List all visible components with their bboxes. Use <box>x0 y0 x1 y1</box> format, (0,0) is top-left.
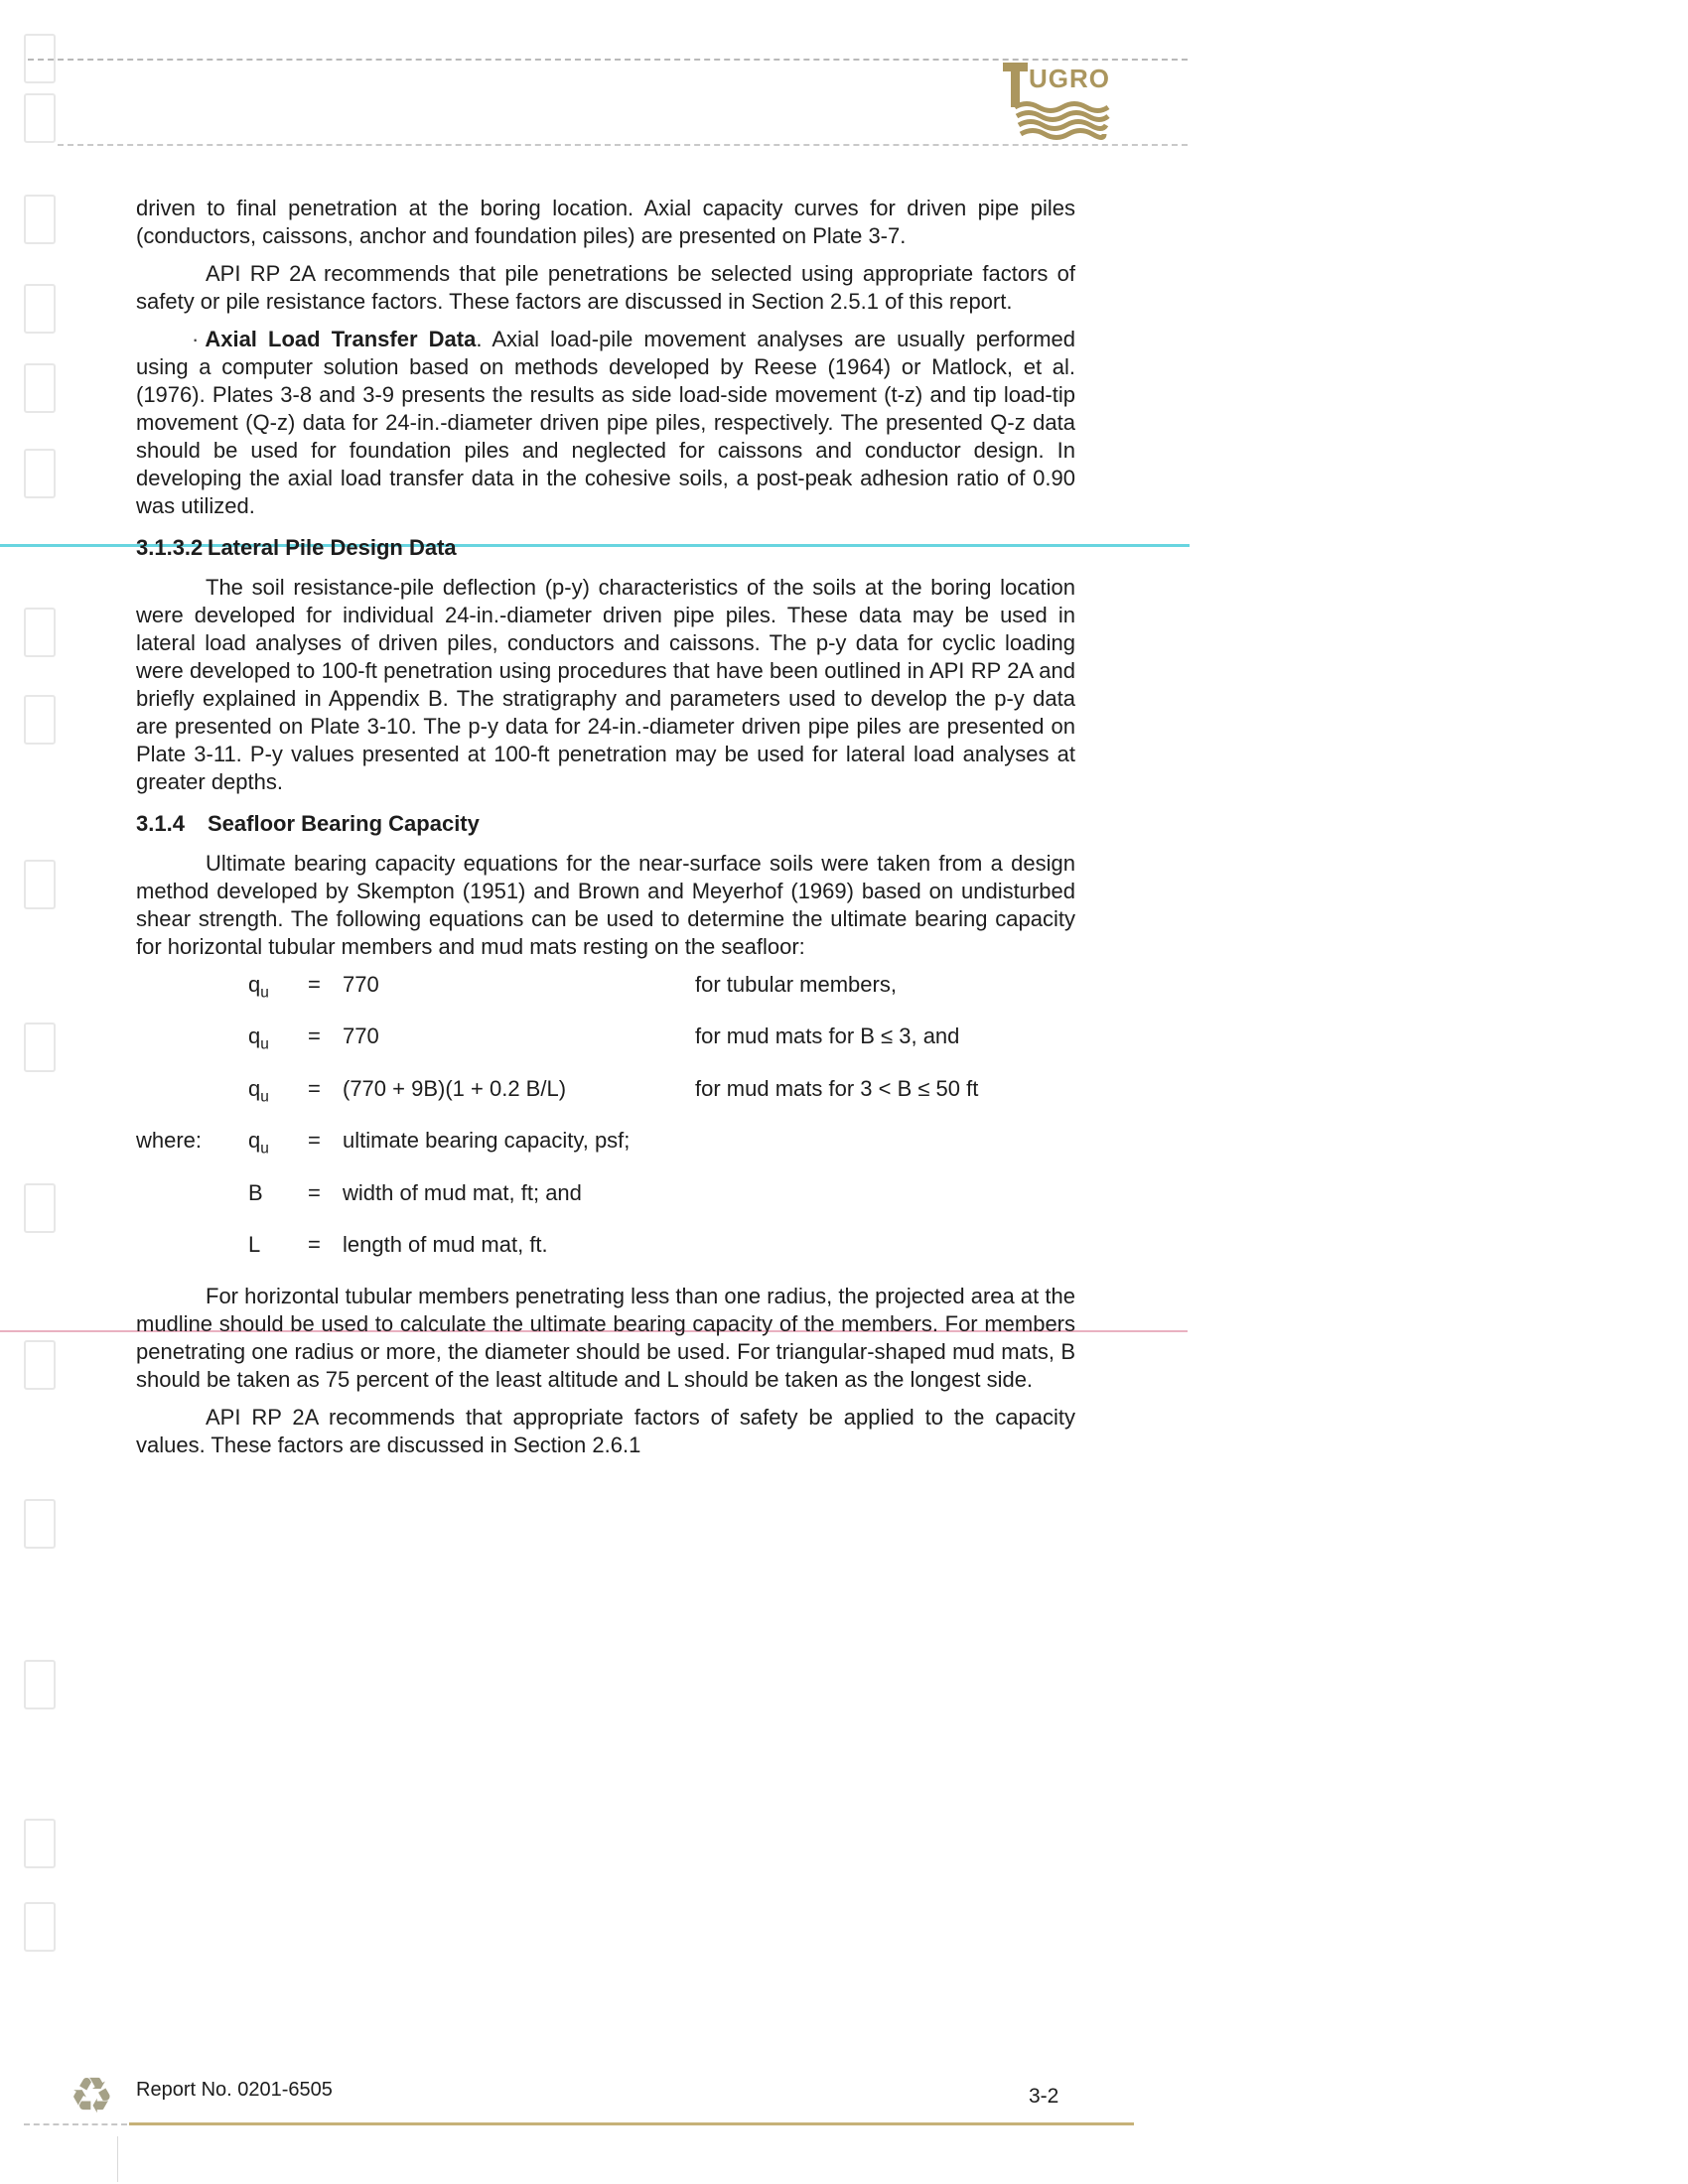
section-number: 3.1.4 <box>136 811 185 836</box>
where-spacer <box>136 971 248 1007</box>
where-spacer <box>136 1231 248 1267</box>
binding-mark <box>24 695 56 745</box>
binding-mark <box>24 1819 56 1868</box>
def-symbol: L <box>248 1231 261 1257</box>
eq-expression: 770 <box>343 1024 379 1049</box>
page-body <box>136 195 1075 1469</box>
scan-dot-artifact: · <box>192 327 200 351</box>
binding-mark <box>24 608 56 657</box>
def-symbol: B <box>248 1179 263 1205</box>
paragraph-lead: Axial Load Transfer Data <box>205 327 477 351</box>
wave-line-icon <box>1017 113 1108 120</box>
body-paragraph: For horizontal tubular members penetrating less than one radius, the projected area at the mudline should be used to calculate the ultimate bearing capacity of the members. For members penetrating one radius or more, the diameter should be used. For triangular-shaped mud mats, B should be taken as 75 percent of the least altitude and L should be taken as the longest side. <box>136 1284 1075 1393</box>
body-paragraph: API RP 2A recommends that appropriate factors of safety be applied to the capacity values. These factors are discussed in Section 2.6.1 <box>136 1405 1075 1458</box>
definition-row <box>136 1231 1075 1267</box>
definition-row <box>136 1179 1075 1215</box>
footer-gold-rule <box>129 2122 1134 2125</box>
eq-expression: 770 <box>343 972 379 997</box>
body-paragraph: Ultimate bearing capacity equations for the near-surface soils were taken from a design method developed by Skempton (1951) and Brown and Meyerhof (1969) based on undisturbed shear strength. The following equations can be used to determine the ultimate bearing capacity for horizontal tubular members and mud mats resting on the seafloor: <box>136 851 1075 959</box>
equation-row <box>136 1075 1075 1111</box>
equation-block <box>136 971 1075 1267</box>
body-paragraph: driven to final penetration at the boring location. Axial capacity curves for driven pipe piles (conductors, caissons, anchor and foundation piles) are presented on Plate 3-7. <box>136 196 1075 248</box>
binding-mark <box>24 363 56 413</box>
body-paragraph: The soil resistance-pile deflection (p-y) characteristics of the soils at the boring location were developed for individual 24-in.-diameter driven pipe piles. These data may be used in lateral load analyses of driven piles, conductors and caissons. The p-y data for cyclic loading were developed to 100-ft penetration using procedures that have been outlined in API RP 2A and briefly explained in Appendix B. The stratigraphy and parameters used to develop the p-y data are presented on Plate 3-10. The p-y data for 24-in.-diameter driven pipe piles are presented on Plate 3-11. P-y values presented at 100-ft penetration may be used for lateral load analyses at greater depths. <box>136 575 1075 794</box>
logo-wordmark: UGRO <box>1029 64 1110 93</box>
binding-mark <box>24 1499 56 1549</box>
eq-relation: = <box>308 1075 321 1101</box>
definition-row <box>136 1127 1075 1162</box>
section-heading-314 <box>136 810 1075 838</box>
section-number: 3.1.3.2 <box>136 535 204 560</box>
eq-note: for mud mats for 3 < B ≤ 50 ft <box>695 1075 979 1101</box>
section-heading-3132 <box>136 534 1075 562</box>
section-title: Lateral Pile Design Data <box>208 535 457 560</box>
footer-page-number: 3-2 <box>1029 2085 1059 2108</box>
footer-report-number: Report No. 0201-6505 <box>136 2079 333 2101</box>
binding-mark <box>24 34 56 83</box>
def-relation: = <box>308 1231 321 1257</box>
binding-mark <box>24 449 56 498</box>
eq-relation: = <box>308 972 321 997</box>
eq-relation: = <box>308 1024 321 1049</box>
eq-note: for mud mats for B ≤ 3, and <box>695 1024 960 1049</box>
wave-line-icon <box>1021 131 1104 138</box>
def-relation: = <box>308 1179 321 1205</box>
binding-mark <box>24 1340 56 1390</box>
top-dashed-rule-2 <box>58 144 1188 146</box>
def-relation: = <box>308 1128 321 1154</box>
binding-mark <box>24 1660 56 1709</box>
eq-symbol: $q_u$ <box>248 1024 269 1053</box>
def-symbol: $q_u$ <box>248 1128 269 1158</box>
binding-mark <box>24 195 56 244</box>
binding-mark <box>24 1902 56 1952</box>
def-description: ultimate bearing capacity, psf; <box>343 1128 631 1154</box>
paragraph-text: . Axial load-pile movement analyses are usually performed using a computer solution based on methods developed by Reese (1964) or Matlock, et al. (1976). Plates 3-8 and 3-9 presents the results as side load-side movement (t-z) and tip load-tip movement (Q-z) data for 24-in.-diameter driven pipe piles, respectively. The presented Q-z data should be used for foundation piles and neglected for caissons and conductor design. In developing the axial load transfer data in the cohesive soils, a post-peak adhesion ratio of 0.90 was utilized. <box>136 327 1075 518</box>
where-spacer <box>136 1179 248 1215</box>
fugro-logo <box>1003 60 1122 143</box>
edge-tick-mark <box>117 2136 118 2182</box>
equation-row <box>136 1023 1075 1058</box>
def-description: width of mud mat, ft; and <box>343 1179 582 1205</box>
recycle-icon: ♻ <box>70 2067 114 2124</box>
wave-line-icon <box>1015 104 1108 111</box>
equation-row <box>136 971 1075 1007</box>
body-paragraph <box>136 326 1075 520</box>
binding-mark <box>24 860 56 909</box>
body-paragraph: API RP 2A recommends that pile penetrations be selected using appropriate factors of safety or pile resistance factors. These factors are discussed in Section 2.5.1 of this report. <box>136 261 1075 314</box>
def-description: length of mud mat, ft. <box>343 1231 548 1257</box>
binding-mark <box>24 284 56 334</box>
binding-mark <box>24 93 56 143</box>
wave-line-icon <box>1019 122 1106 129</box>
where-spacer <box>136 1075 248 1111</box>
eq-note: for tubular members, <box>695 972 897 997</box>
eq-symbol: $q_u$ <box>248 1075 269 1106</box>
fugro-logo-icon <box>1003 60 1122 143</box>
eq-expression: (770 + 9B)(1 + 0.2 B/L) <box>343 1075 567 1101</box>
where-spacer <box>136 1023 248 1058</box>
binding-mark <box>24 1183 56 1233</box>
where-label: where: <box>136 1128 203 1154</box>
binding-mark <box>24 1023 56 1072</box>
eq-symbol: $q_u$ <box>248 972 269 1002</box>
section-title: Seafloor Bearing Capacity <box>208 811 480 836</box>
